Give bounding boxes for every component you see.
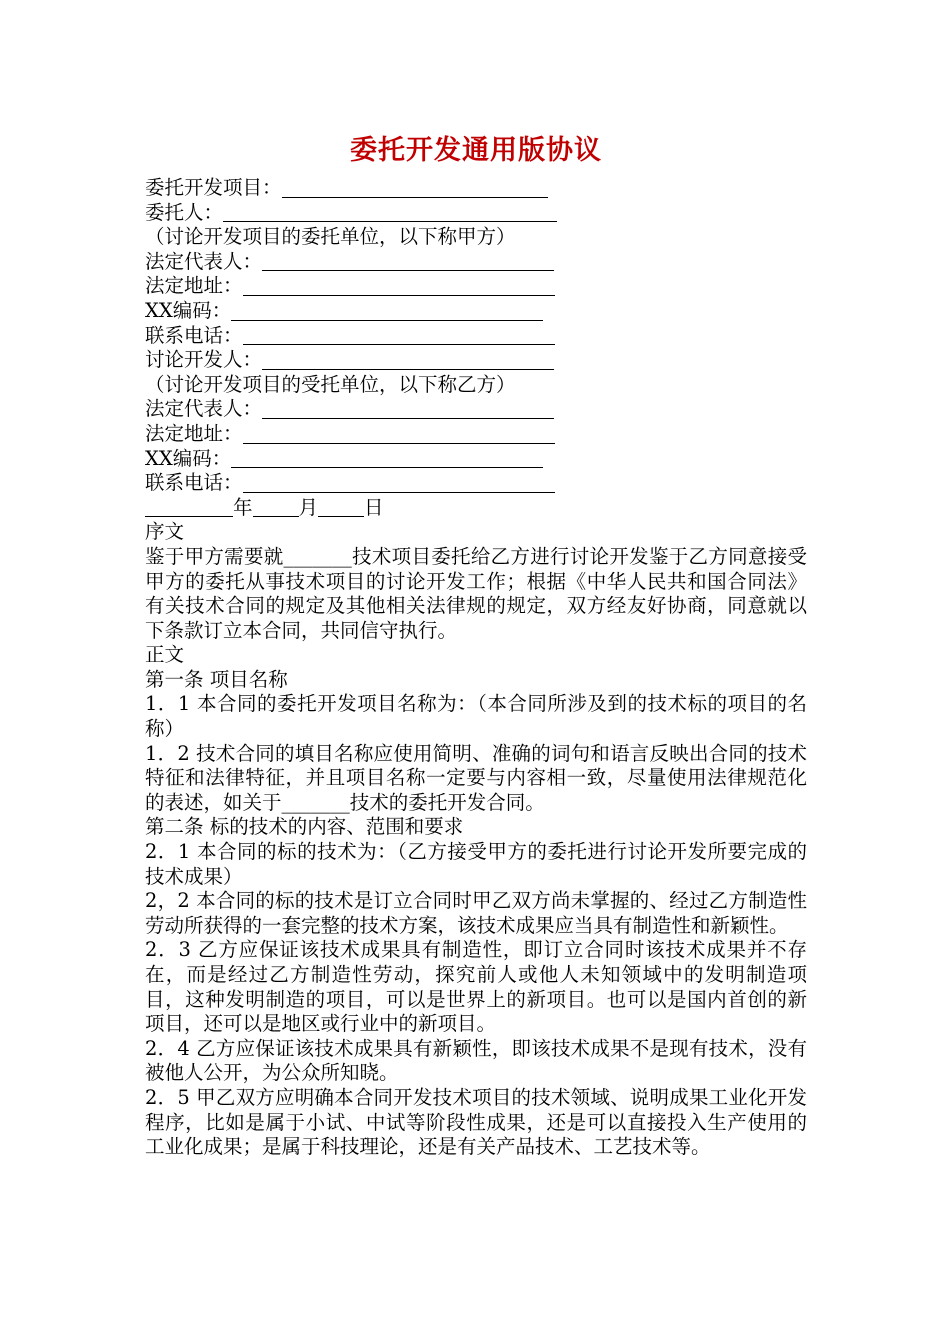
section-heading-body: 正文 [145,643,185,667]
field-legal-rep-a [145,250,807,275]
month-blank [253,496,299,517]
blank-line [282,177,548,198]
clause-2-2: 2，2 本合同的标的技术是订立合同时甲乙双方尚未掌握的、经过乙方制造性劳动所获得的一套完整的技术方案，该技术成果应当具有制造性和新颖性。 [145,889,807,937]
field-postcode-b [145,447,807,472]
field-developer [145,348,807,373]
day-label: 日 [364,495,384,519]
document-page [145,130,807,1160]
field-label: 法定地址： [145,421,243,445]
field-phone-a [145,324,807,349]
blank-line [262,250,554,271]
blank-line [231,447,543,468]
field-label: 委托人： [145,200,224,224]
field-legal-rep-b [145,397,807,422]
field-client [145,201,807,226]
blank-line [243,324,555,345]
header-fields [145,176,807,520]
field-label: 讨论开发人： [145,348,263,372]
field-label: 法定地址： [145,274,243,298]
blank-line [243,275,555,296]
field-phone-b [145,471,807,496]
day-blank [318,496,364,517]
clause-2-5: 2．5 甲乙双方应明确本合同开发技术项目的技术领域、说明成果工业化开发程序，比如是属于小试、中试等阶段性成果，还是可以直接投入生产使用的工业化成果；是属于科技理论，还是有关产品技术、工艺技术等。 [145,1085,807,1159]
section-heading-preface: 序文 [145,520,185,544]
month-label: 月 [298,495,319,519]
field-label: XX编码： [145,446,232,470]
clause-2-4: 2．4 乙方应保证该技术成果具有新颖性，即该技术成果不是现有技术，没有被他人公开，为公众所知晓。 [145,1036,807,1085]
blank-line [223,201,557,222]
blank-line [243,423,555,444]
blank-line [262,398,554,419]
clause-1-1: 1．1 本合同的委托开发项目名称为：（本合同所涉及到的技术标的项目的名称） [145,692,807,741]
clause-2-1: 2．1 本合同的标的技术为：（乙方接受甲方的委托进行讨论开发所要完成的技术成果） [145,840,807,888]
field-address-a [145,274,807,299]
field-label: 法定代表人： [145,397,263,421]
blank-line [262,349,554,370]
field-address-b [145,422,807,447]
field-label: 联系电话： [145,471,243,495]
field-project [145,176,807,201]
article-heading-2: 第二条 标的技术的内容、范围和要求 [145,815,464,839]
year-label: 年 [233,495,253,519]
document-title: 委托开发通用版协议 [350,135,602,166]
field-label: XX编码： [145,298,232,322]
document-body [145,520,807,1159]
field-party-a-note [145,225,807,250]
field-postcode-a [145,299,807,324]
article-heading-1: 第一条 项目名称 [145,667,288,691]
clause-1-2: 1．2 技术合同的填目名称应使用简明、准确的词句和语言反映出合同的技术特征和法律特征，并且项目名称一定要与内容相一致，尽量使用法律规范化的表述，如关于_______技术的委托开发合同。 [145,741,807,814]
date-line [145,496,807,521]
field-label: 法定代表人： [145,249,263,273]
field-party-b-note [145,373,807,398]
field-label: 委托开发项目： [145,176,282,199]
blank-line [243,472,555,493]
clause-2-3: 2．3 乙方应保证该技术成果具有制造性，即订立合同时该技术成果并不存在，而是经过乙方制造性劳动，探究前人或他人未知领域中的发明制造项目，这种发明制造的项目，可以是世界上的新项目。也可以是国内首创的新项目，还可以是地区或行业中的新项目。 [145,938,807,1036]
preface-paragraph: 鉴于甲方需要就_______技术项目委托给乙方进行讨论开发鉴于乙方同意接受甲方的委托从事技术项目的讨论开发工作；根据《中华人民共和国合同法》有关技术合同的规定及其他相关法律规的规定，双方经友好协商，同意就以下条款订立本合同，共同信守执行。 [145,544,807,642]
field-label: （讨论开发项目的受托单位，以下称乙方） [145,372,516,396]
blank-line [231,300,543,321]
field-label: （讨论开发项目的委托单位，以下称甲方） [145,225,516,249]
field-label: 联系电话： [145,323,243,347]
year-blank [145,496,233,517]
